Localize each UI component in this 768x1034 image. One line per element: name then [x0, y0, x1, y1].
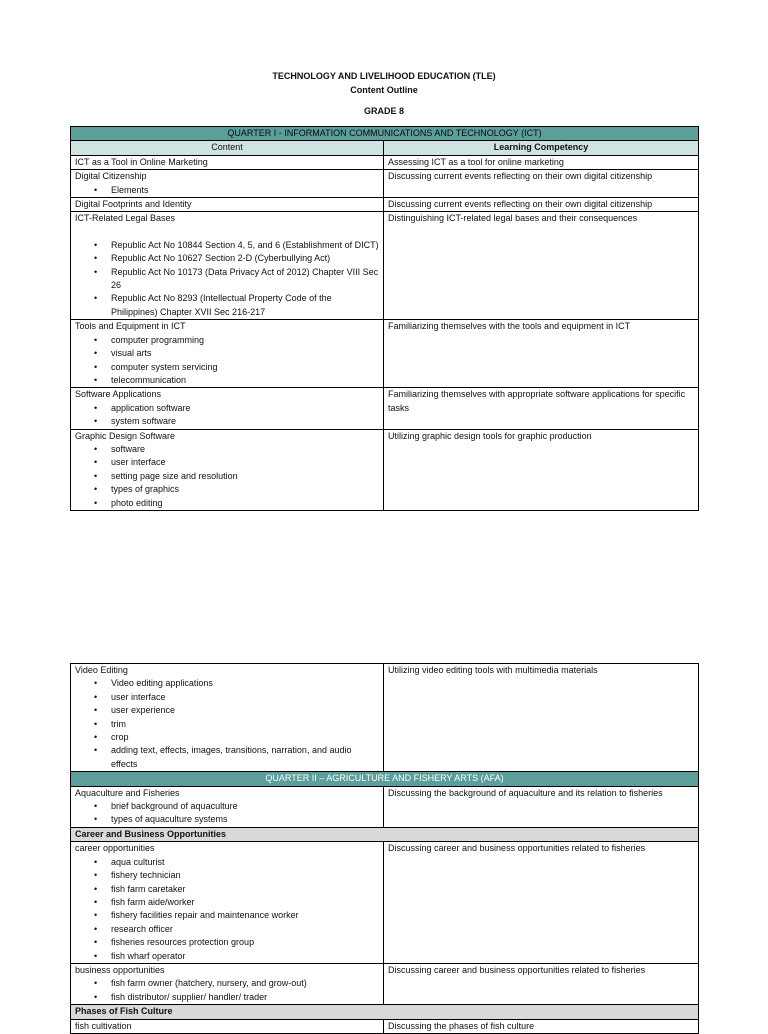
list-item: • application software [111, 402, 379, 415]
content-cell: fish cultivation [71, 1019, 384, 1033]
competency-cell: Discussing career and business opportunities related to fisheries [384, 842, 699, 964]
content-title: Digital Citizenship [75, 171, 147, 182]
content-title: Aquaculture and Fisheries [75, 787, 180, 798]
list-item: • telecommunication [111, 374, 379, 387]
list-item: • setting page size and resolution [111, 470, 379, 483]
list-item: • Republic Act No 10844 Section 4, 5, and 6 (Establishment of DICT) [111, 239, 379, 252]
list-item: • aqua culturist [111, 856, 379, 869]
bullet-list [75, 443, 379, 510]
table-row [71, 170, 699, 198]
list-item: • fishery technician [111, 869, 379, 882]
list-item: • Republic Act No 10173 (Data Privacy Act of 2012) Chapter VIII Sec 26 [111, 266, 379, 293]
bullet-list [75, 239, 379, 319]
quarter2-table [70, 663, 699, 1034]
table-row [71, 212, 699, 320]
column-header-content: Content [71, 141, 384, 155]
quarter2-title: QUARTER II – AGRICULTURE AND FISHERY ARTS (AFA) [71, 772, 699, 786]
table-row [71, 320, 699, 388]
list-item: • crop [111, 731, 379, 744]
quarter1-title: QUARTER I - INFORMATION COMMUNICATIONS AND TECHNOLOGY (ICT) [71, 127, 699, 141]
competency-cell: Distinguishing ICT-related legal bases and their consequences [384, 212, 699, 320]
list-item: • fish farm owner (hatchery, nursery, and grow-out) [111, 977, 379, 990]
competency-cell: Discussing current events reflecting on their own digital citizenship [384, 170, 699, 198]
competency-cell: Familiarizing themselves with appropriate software applications for specific tasks [384, 388, 699, 429]
quarter-header-row [71, 127, 699, 141]
table-row [71, 842, 699, 964]
column-header-row [71, 141, 699, 155]
quarter1-table [70, 126, 699, 511]
column-header-competency: Learning Competency [384, 141, 699, 155]
list-item: • system software [111, 415, 379, 428]
competency-cell: Utilizing graphic design tools for graphic production [384, 429, 699, 510]
list-item: • brief background of aquaculture [111, 800, 379, 813]
competency-cell: Discussing career and business opportunities related to fisheries [384, 963, 699, 1004]
content-title: ICT-Related Legal Bases [75, 213, 176, 224]
content-cell: ICT as a Tool in Online Marketing [71, 155, 384, 169]
section-row [71, 1005, 699, 1019]
list-item: • software [111, 443, 379, 456]
list-item: • trim [111, 718, 379, 731]
quarter-header-row [71, 772, 699, 786]
list-item: • fish farm caretaker [111, 883, 379, 896]
content-cell [71, 786, 384, 827]
list-item: • visual arts [111, 347, 379, 360]
competency-cell: Discussing the phases of fish culture [384, 1019, 699, 1033]
bullet-list [75, 977, 379, 1004]
bullet-list [75, 334, 379, 388]
list-item: • types of graphics [111, 483, 379, 496]
table-row [71, 664, 699, 772]
bullet-list [75, 402, 379, 429]
content-cell [71, 212, 384, 320]
content-title: Video Editing [75, 665, 128, 675]
content-title: Graphic Design Software [75, 430, 176, 441]
competency-cell: Assessing ICT as a tool for online marketing [384, 155, 699, 169]
list-item: • fisheries resources protection group [111, 936, 379, 949]
bullet-list [75, 677, 379, 771]
competency-cell: Familiarizing themselves with the tools and equipment in ICT [384, 320, 699, 388]
section-phases-title: Phases of Fish Culture [71, 1005, 699, 1019]
document-title: TECHNOLOGY AND LIVELIHOOD EDUCATION (TLE) [272, 71, 496, 81]
bullet-list [75, 856, 379, 963]
list-item: • photo editing [111, 497, 379, 510]
table-row [71, 429, 699, 510]
list-item: • Republic Act No 8293 (Intellectual Property Code of the Philippines) Chapter XVII Sec 216-217 [111, 292, 379, 319]
document-subtitle: Content Outline [350, 85, 418, 95]
list-item: • fish wharf operator [111, 950, 379, 963]
list-item: • adding text, effects, images, transitions, narration, and audio effects [111, 744, 379, 771]
competency-cell: Discussing the background of aquaculture and its relation to fisheries [384, 786, 699, 827]
competency-cell: Discussing current events reflecting on their own digital citizenship [384, 198, 699, 212]
list-item: • fish distributor/ supplier/ handler/ trader [111, 991, 379, 1004]
content-title: Software Applications [75, 389, 162, 400]
table-row [71, 786, 699, 827]
content-cell [71, 170, 384, 198]
bullet-list [75, 184, 379, 197]
content-cell [71, 320, 384, 388]
content-title: career opportunities [75, 843, 155, 854]
content-cell [71, 429, 384, 510]
content-title: business opportunities [75, 964, 165, 975]
section-row [71, 827, 699, 841]
content-cell [71, 842, 384, 964]
grade-label: GRADE 8 [363, 106, 404, 116]
list-item: • Republic Act No 10627 Section 2-D (Cyberbullying Act) [111, 252, 379, 265]
list-item: • computer system servicing [111, 361, 379, 374]
content-cell [71, 388, 384, 429]
table-row [71, 388, 699, 429]
table-row [71, 963, 699, 1004]
list-item: • fishery facilities repair and maintenance worker [111, 909, 379, 922]
section-career-title: Career and Business Opportunities [71, 827, 699, 841]
list-item: • research officer [111, 923, 379, 936]
list-item: • Video editing applications [111, 677, 379, 690]
content-cell: Digital Footprints and Identity [71, 198, 384, 212]
list-item: • computer programming [111, 334, 379, 347]
content-cell [71, 664, 384, 772]
list-item: • Elements [111, 184, 379, 197]
list-item: • user experience [111, 704, 379, 717]
content-title: Tools and Equipment in ICT [75, 321, 186, 332]
content-cell [71, 963, 384, 1004]
table-row [71, 1019, 699, 1033]
competency-cell: Utilizing video editing tools with multimedia materials [384, 664, 699, 772]
list-item: • fish farm aide/worker [111, 896, 379, 909]
list-item: • user interface [111, 456, 379, 469]
bullet-list [75, 800, 379, 827]
list-item: • user interface [111, 691, 379, 704]
table-row [71, 198, 699, 212]
list-item: • types of aquaculture systems [111, 813, 379, 826]
table-row [71, 155, 699, 169]
